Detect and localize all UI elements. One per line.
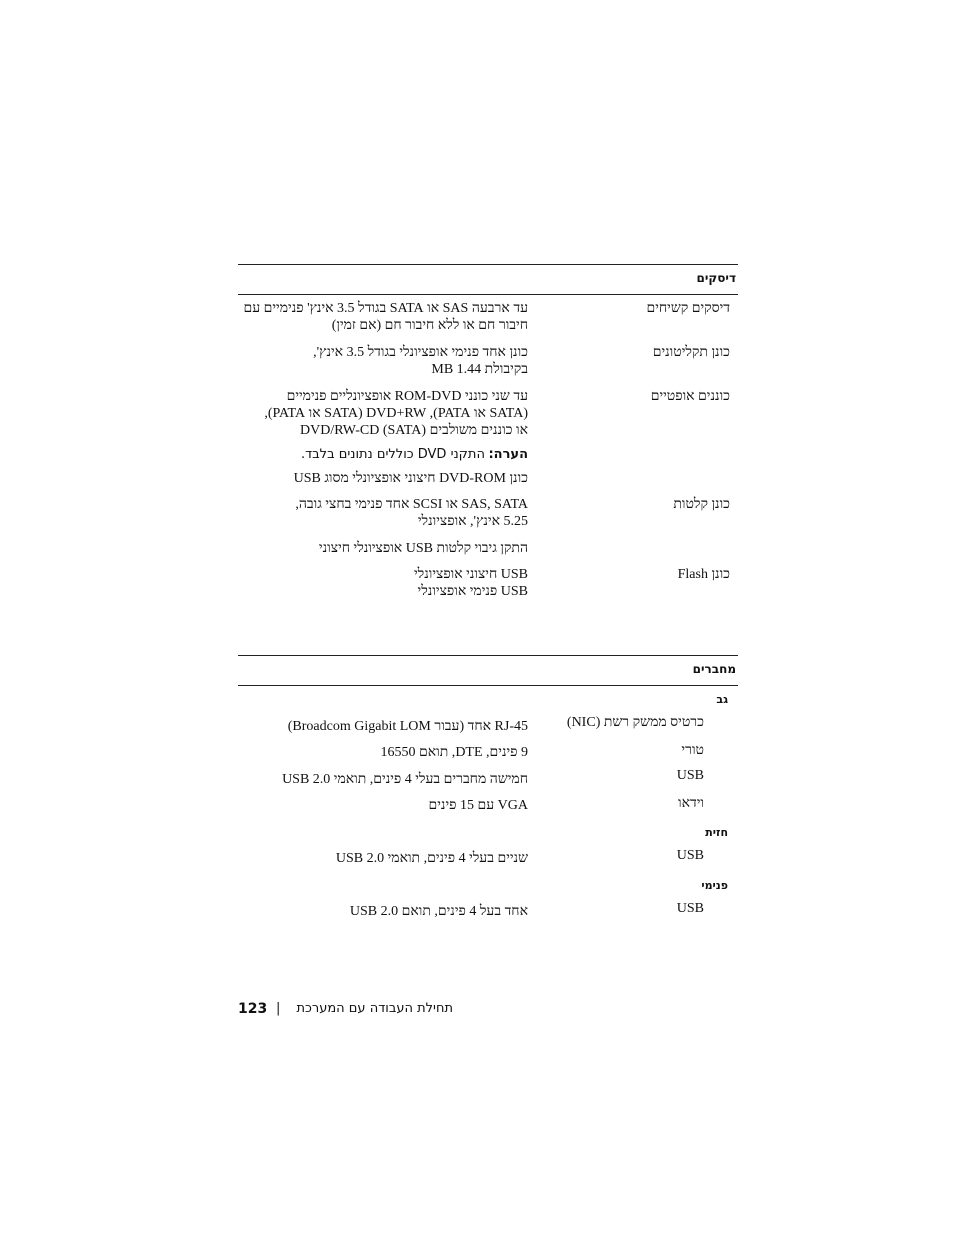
front-usb-label: USB bbox=[676, 848, 704, 863]
page-footer bbox=[238, 1001, 267, 1021]
connectors-section-title: מחברים bbox=[692, 662, 736, 676]
nic-label: כרטיס ממשק רשת (NIC) bbox=[566, 715, 704, 730]
optical-drives-note bbox=[301, 446, 528, 463]
tape-drive-value-line2: 5.25 אינץ', אופציונלי bbox=[417, 514, 528, 529]
flash-drive-value-line2: USB פנימי אופציונלי bbox=[417, 584, 528, 599]
diskette-drive-value-line2: בקיבולת 1.44 MB bbox=[431, 362, 528, 377]
tape-drive-extra: התקן גיבוי קלטות USB אופציונלי חיצוני bbox=[318, 541, 528, 556]
diskette-drive-label: כונן תקליטונים bbox=[652, 345, 730, 360]
nic-value: RJ-45 אחד (עבור Broadcom Gigabit LOM) bbox=[287, 719, 528, 734]
note-label: הערה: bbox=[488, 447, 528, 462]
flash-drive-label: כונן Flash bbox=[677, 567, 730, 582]
serial-value: 9 פינים, DTE, תואם 16550 bbox=[380, 745, 528, 760]
internal-subheading: פנימי bbox=[701, 879, 728, 892]
drives-section-header bbox=[238, 264, 738, 295]
optical-drives-value-line1: עד שני כונני ROM-DVD אופציונליים פנימיים bbox=[286, 389, 528, 404]
video-value: VGA עם 15 פינים bbox=[428, 798, 528, 813]
drives-section-title: דיסקים bbox=[696, 271, 736, 285]
serial-label: טורי bbox=[681, 743, 704, 758]
page-number: 123 bbox=[238, 1001, 268, 1017]
optical-drives-value-line3: או כוננים משולבים DVD/RW-CD (SATA) bbox=[300, 423, 528, 438]
back-usb-value: חמישה מחברים בעלי 4 פינים, תואמי USB 2.0 bbox=[282, 772, 528, 787]
tape-drive-value-line1: SAS, SATA או SCSI אחד פנימי בחצי גובה, bbox=[295, 497, 528, 512]
hard-drives-value-line1: עד ארבעה SAS או SATA בגודל 3.5 אינץ' פנימיים עם bbox=[243, 301, 528, 316]
diskette-drive-value-line1: כונן אחד פנימי אופציונלי בגודל 3.5 אינץ', bbox=[313, 345, 528, 360]
connectors-section-header bbox=[238, 655, 738, 686]
hard-drives-value-line2: חיבור חם או ללא חיבור חם (אם זמין) bbox=[331, 318, 528, 333]
optical-drives-extra: כונן DVD-ROM חיצוני אופציונלי מסוג USB bbox=[293, 471, 528, 486]
footer-separator: | bbox=[276, 1001, 281, 1016]
video-label: וידאו bbox=[678, 796, 704, 811]
tape-drive-label: כונן קלטות bbox=[673, 497, 730, 512]
footer-chapter-title: תחילת העבודה עם המערכת bbox=[296, 1001, 453, 1016]
front-subheading: חזית bbox=[705, 826, 728, 839]
note-text: התקני DVD כוללים נתונים בלבד. bbox=[300, 447, 485, 462]
flash-drive-value-line1: USB חיצוני אופציונלי bbox=[413, 567, 528, 582]
internal-usb-value: אחד בעל 4 פינים, תואם USB 2.0 bbox=[349, 904, 528, 919]
internal-usb-label: USB bbox=[676, 901, 704, 916]
optical-drives-label: כוננים אופטיים bbox=[650, 389, 730, 404]
optical-drives-value-line2: (SATA או PATA), DVD+RW (SATA או PATA), bbox=[264, 406, 528, 421]
back-subheading: גב bbox=[716, 693, 728, 706]
front-usb-value: שניים בעלי 4 פינים, תואמי USB 2.0 bbox=[335, 851, 528, 866]
back-usb-label: USB bbox=[676, 768, 704, 783]
hard-drives-label: דיסקים קשיחים bbox=[646, 301, 730, 316]
